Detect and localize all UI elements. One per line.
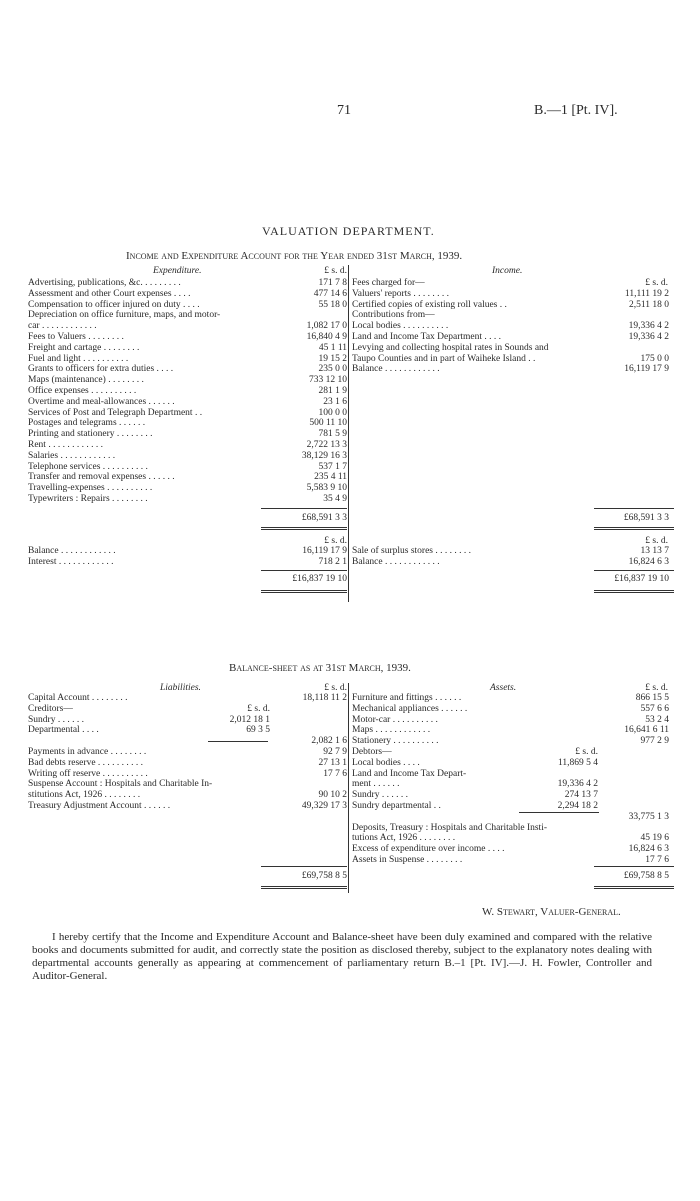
row-amount: 55 18 0 (318, 299, 347, 310)
row-label: Freight and cartage . . . . . . . . (28, 342, 140, 353)
row-label: Contributions from— (352, 310, 435, 321)
row-label: Balance . . . . . . . . . . . . (352, 556, 440, 567)
liabilities-heading: Liabilities. (160, 683, 201, 693)
double-rule (261, 527, 347, 530)
row-label: Suspense Account : Hospitals and Charitable In- (28, 779, 213, 790)
page-number: 71 (337, 103, 351, 118)
row-amount: 477 14 6 (313, 288, 347, 299)
row-label: ment . . . . . . (352, 779, 400, 790)
row-label: Valuers' reports . . . . . . . . (352, 288, 449, 299)
row-label: Sundry . . . . . . (28, 714, 84, 725)
row-label: Postages and telegrams . . . . . . (28, 418, 146, 429)
row-amount: 19,336 4 2 (628, 321, 669, 332)
row-amount: 781 5 9 (318, 429, 347, 440)
row-label: Treasury Adjustment Account . . . . . . (28, 801, 171, 811)
row-label: Fuel and light . . . . . . . . . . (28, 353, 129, 364)
rule (208, 741, 268, 742)
signature: W. Stewart, Valuer-General. (482, 906, 621, 918)
double-rule (594, 886, 674, 889)
rule (594, 866, 674, 867)
page-title: VALUATION DEPARTMENT. (262, 224, 435, 238)
row-subamount: 2,294 18 2 (557, 801, 598, 811)
double-rule (594, 590, 674, 593)
row-label: Overtime and meal-allowances . . . . . . (28, 396, 175, 407)
rule (594, 570, 674, 571)
row-amount: 235 0 0 (318, 364, 347, 375)
row-amount: 2,722 13 3 (306, 440, 347, 450)
row-amount: 17 7 6 (323, 768, 347, 779)
row-label: Sale of surplus stores . . . . . . . . (352, 546, 472, 556)
lsd-header-inc: £ s. d. (645, 278, 668, 288)
income-total: £68,591 3 3 (623, 513, 669, 523)
row-label: car . . . . . . . . . . . . (28, 321, 97, 332)
row-amount: 90 10 2 (318, 790, 347, 801)
row-subamount: 19,336 4 2 (557, 779, 598, 790)
double-rule (261, 886, 347, 889)
lsd-header-inc2: £ s. d. (645, 536, 668, 546)
row-label: Typewriters : Repairs . . . . . . . . (28, 494, 148, 504)
lsd-header-assets: £ s. d. (645, 683, 668, 693)
rule (261, 508, 347, 509)
row-label: Furniture and fittings . . . . . . (352, 693, 462, 703)
row-amount: 500 11 10 (309, 418, 347, 429)
row-amount: 45 1 11 (318, 342, 347, 353)
assets-total: £69,758 8 5 (623, 871, 669, 881)
row-amount: 45 19 6 (640, 833, 669, 844)
column-divider (348, 683, 349, 893)
row-label: Sundry departmental . . (352, 801, 441, 811)
row-label: Local bodies . . . . . . . . . . (352, 321, 449, 332)
row-amount: 1,082 17 0 (306, 321, 347, 332)
row-label: Writing off reserve . . . . . . . . . . (28, 768, 148, 779)
row-label: Advertising, publications, &c. . . . . . . . . (28, 278, 181, 288)
row-label: Fees charged for— (352, 278, 425, 288)
lsd-header-exp2: £ s. d. (324, 536, 347, 546)
row-amount: 53 2 4 (645, 714, 669, 725)
row-label: stitutions Act, 1926 . . . . . . . . (28, 790, 141, 801)
row-amount: 92 7 9 (323, 747, 347, 757)
audit-certificate: I hereby certify that the Income and Expenditure Account and Balance-sheet have been duly examined and compared with the relative books and documents submitted for audit, and correctly state the position as disclosed thereby, subject to the explanatory notes dealing with departmental accounts generally as appearing at commencement of parliamentary return B.–1 [Pt. IV].—J. H. Fowler, Controller and Auditor-General. (32, 931, 652, 982)
row-label: Printing and stationery . . . . . . . . (28, 429, 153, 440)
row-label: Fees to Valuers . . . . . . . . (28, 332, 124, 342)
liabilities-total: £69,758 8 5 (301, 871, 347, 881)
rule (519, 812, 599, 813)
row-amount: 175 0 0 (640, 353, 669, 364)
row-amount: 557 6 6 (640, 703, 669, 714)
row-label: Depreciation on office furniture, maps, and motor- (28, 310, 221, 321)
row-label: Office expenses . . . . . . . . . . (28, 386, 137, 396)
assets-heading: Assets. (490, 683, 517, 693)
row-label: Rent . . . . . . . . . . . . (28, 440, 103, 450)
row-amount: 100 0 0 (318, 407, 347, 418)
row-label: Local bodies . . . . (352, 757, 420, 768)
row-label: Mechanical appliances . . . . . . (352, 703, 468, 714)
row-subamount: £ s. d. (247, 703, 270, 714)
row-label: tutions Act, 1926 . . . . . . . . (352, 833, 456, 844)
row-label: Levying and collecting hospital rates in Sounds and (352, 342, 549, 353)
row-amount: 2,511 18 0 (628, 299, 669, 310)
row-label: Assets in Suspense . . . . . . . . (352, 855, 463, 865)
row-amount: 16,840 4 9 (306, 332, 347, 342)
row-label: Bad debts reserve . . . . . . . . . . (28, 757, 144, 768)
lsd-header-liab: £ s. d. (324, 683, 347, 693)
row-label: Balance . . . . . . . . . . . . (28, 546, 116, 556)
income-expenditure-subtitle: Income and Expenditure Account for the Year ended 31st March, 1939. (126, 250, 463, 262)
row-label: Telephone services . . . . . . . . . . (28, 461, 148, 472)
row-amount: 16,119 17 9 (624, 364, 669, 375)
row-label: Departmental . . . . (28, 725, 99, 736)
row-amount: 33,775 1 3 (628, 811, 669, 822)
row-label: Stationery . . . . . . . . . . (352, 736, 439, 747)
row-amount: 38,129 16 3 (301, 450, 347, 461)
expenditure-total-2: £16,837 19 10 (292, 574, 347, 584)
expenditure-total: £68,591 3 3 (301, 513, 347, 523)
row-amount: 17 7 6 (645, 855, 669, 865)
row-amount: 977 2 9 (640, 736, 669, 747)
row-amount: 718 2 1 (318, 556, 347, 567)
row-label: Maps . . . . . . . . . . . . (352, 725, 431, 736)
row-amount: 16,824 6 3 (628, 556, 669, 567)
income-total-2: £16,837 19 10 (614, 574, 669, 584)
row-label: Deposits, Treasury : Hospitals and Charitable Insti- (352, 822, 547, 833)
row-label: Balance . . . . . . . . . . . . (352, 364, 440, 375)
document-reference: B.—1 [Pt. IV]. (534, 103, 618, 118)
row-label: Interest . . . . . . . . . . . . (28, 556, 114, 567)
double-rule (261, 590, 347, 593)
row-label: Creditors— (28, 703, 73, 714)
double-rule (594, 527, 674, 530)
row-amount: 171 7 8 (318, 278, 347, 288)
income-heading: Income. (492, 266, 523, 276)
row-amount: 49,329 17 3 (301, 801, 347, 811)
row-amount: 13 13 7 (640, 546, 669, 556)
row-label: Taupo Counties and in part of Waiheke Island . . (352, 353, 536, 364)
row-label: Transfer and removal expenses . . . . . . (28, 472, 175, 483)
row-subamount: 2,012 18 1 (229, 714, 270, 725)
expenditure-heading: Expenditure. (153, 266, 202, 276)
row-label: Debtors— (352, 747, 392, 757)
lsd-header-exp: £ s. d. (324, 266, 347, 276)
row-amount: 35 4 9 (323, 494, 347, 504)
rule (261, 570, 347, 571)
row-amount: 866 15 5 (635, 693, 669, 703)
row-subamount: £ s. d. (575, 747, 598, 757)
row-amount: 235 4 11 (314, 472, 347, 483)
row-amount: 733 12 10 (309, 375, 347, 386)
row-amount: 19,336 4 2 (628, 332, 669, 342)
row-amount: 281 1 9 (318, 386, 347, 396)
row-label: Excess of expenditure over income . . . . (352, 844, 505, 855)
row-label: Capital Account . . . . . . . . (28, 693, 128, 703)
rule (261, 866, 347, 867)
row-amount: 23 1 6 (323, 396, 347, 407)
row-label: Motor-car . . . . . . . . . . (352, 714, 438, 725)
row-amount: 16,119 17 9 (302, 546, 347, 556)
row-amount: 5,583 9 10 (306, 483, 347, 494)
row-label: Services of Post and Telegraph Department . . (28, 407, 203, 418)
row-label: Payments in advance . . . . . . . . (28, 747, 147, 757)
row-label: Land and Income Tax Depart- (352, 768, 467, 779)
row-subamount: 11,869 5 4 (557, 757, 598, 768)
row-label: Salaries . . . . . . . . . . . . (28, 450, 116, 461)
row-label: Compensation to officer injured on duty . . . . (28, 299, 200, 310)
rule (594, 508, 674, 509)
row-amount: 11,111 19 2 (624, 288, 669, 299)
column-divider (348, 265, 349, 602)
row-label: Assessment and other Court expenses . . . . (28, 288, 191, 299)
row-subamount: 69 3 5 (246, 725, 270, 736)
row-amount: 537 1 7 (318, 461, 347, 472)
row-amount: 27 13 1 (318, 757, 347, 768)
row-label: Travelling-expenses . . . . . . . . . . (28, 483, 153, 494)
row-amount: 2,082 1 6 (311, 736, 347, 747)
row-label: Certified copies of existing roll values . . (352, 299, 507, 310)
row-label: Land and Income Tax Department . . . . (352, 332, 501, 342)
row-amount: 19 15 2 (318, 353, 347, 364)
row-label: Grants to officers for extra duties . . . . (28, 364, 174, 375)
row-amount: 18,118 11 2 (302, 693, 347, 703)
balance-sheet-subtitle: Balance-sheet as at 31st March, 1939. (229, 662, 411, 674)
row-label: Sundry . . . . . . (352, 790, 408, 801)
row-label: Maps (maintenance) . . . . . . . . (28, 375, 144, 386)
row-amount: 16,824 6 3 (628, 844, 669, 855)
row-subamount: 274 13 7 (564, 790, 598, 801)
row-amount: 16,641 6 11 (624, 725, 669, 736)
